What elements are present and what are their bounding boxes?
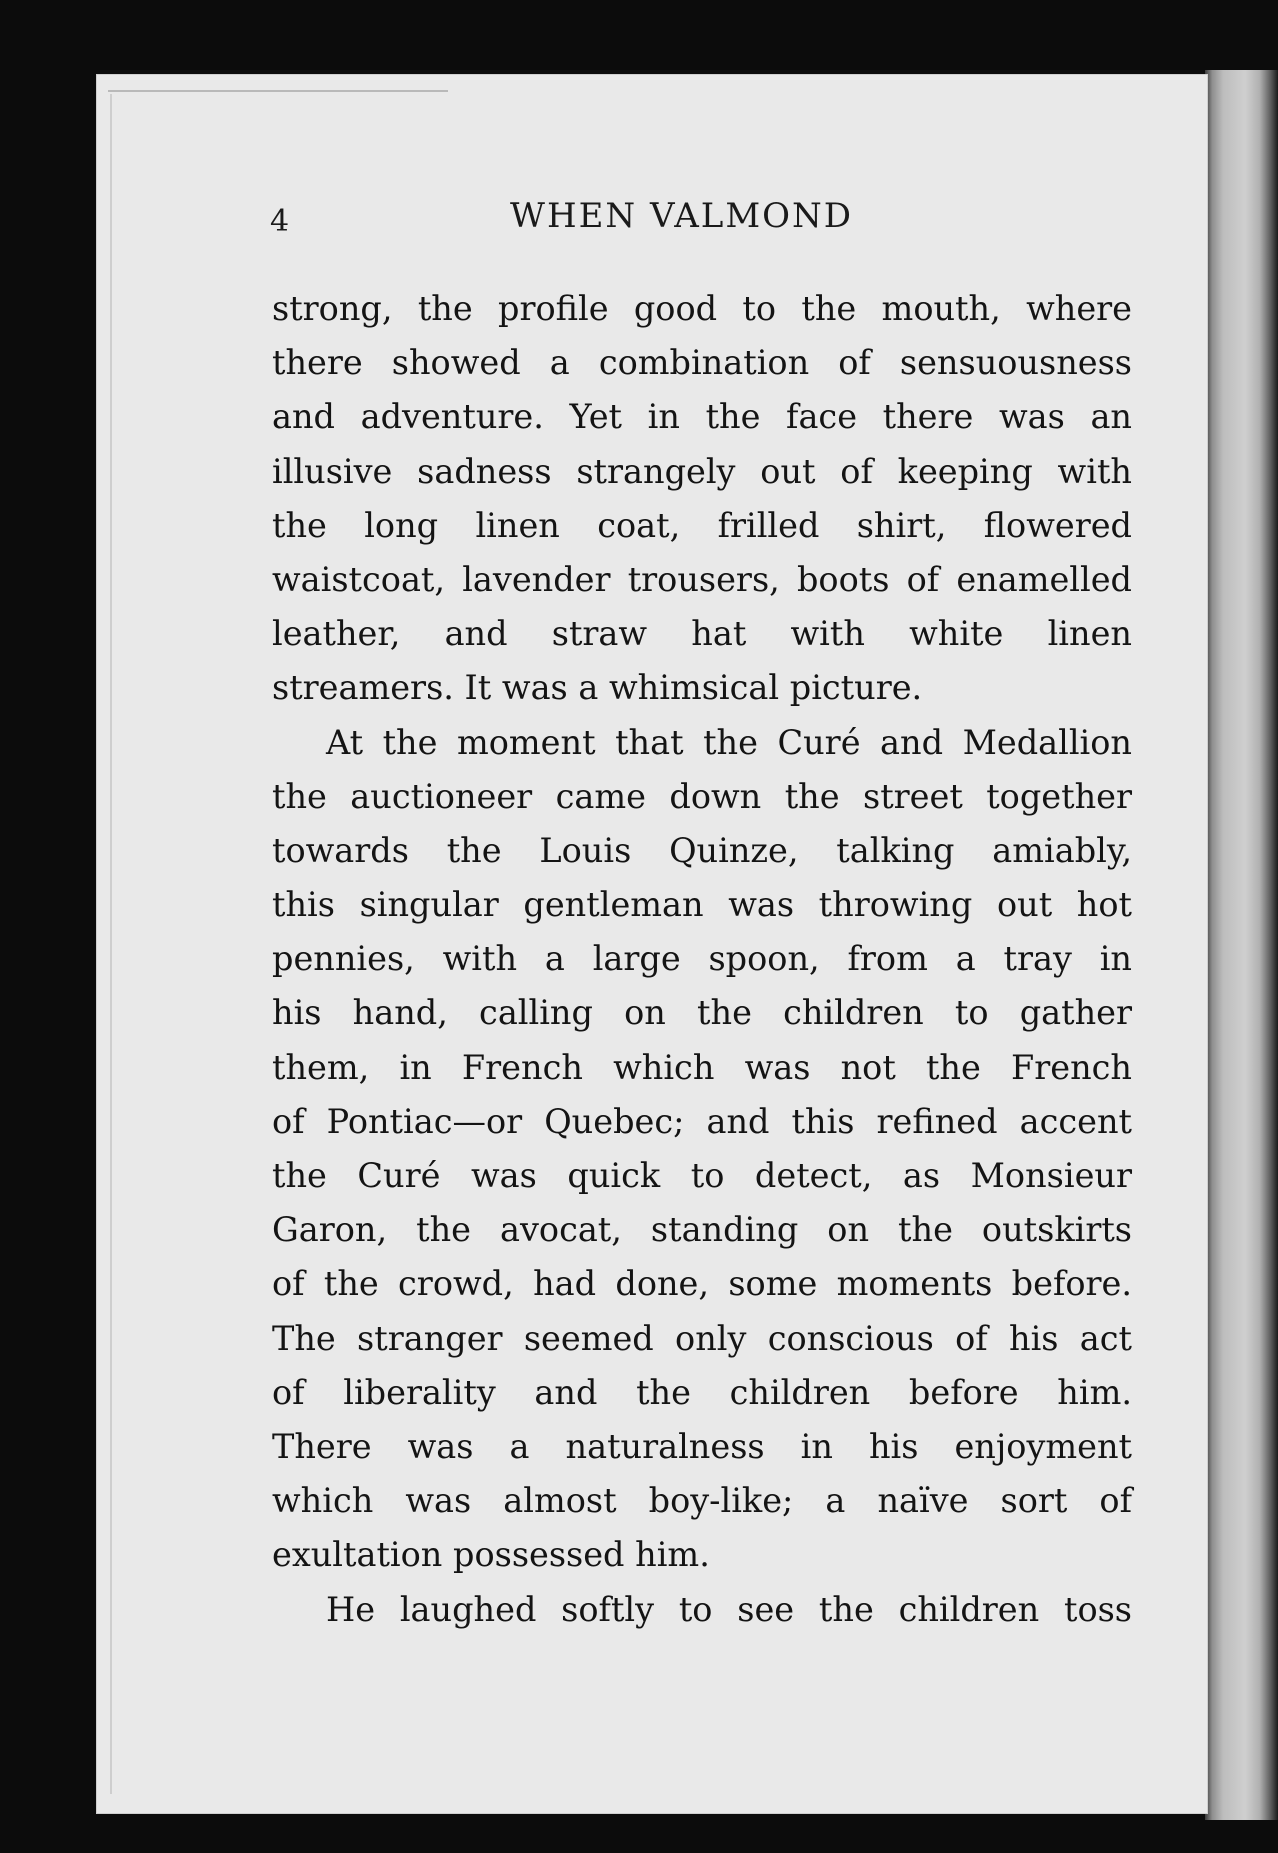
text-line: his hand, calling on the children to gather <box>272 993 1132 1033</box>
paragraph-start-line: He laughed softly to see the children toss <box>326 1589 1132 1629</box>
text-line: waistcoat, lavender trousers, boots of enamelled <box>272 559 1132 599</box>
text-line: of liberality and the children before him. <box>272 1372 1132 1412</box>
text-line: them, in French which was not the French <box>272 1047 1132 1087</box>
page-header <box>0 190 1278 240</box>
text-line: strong, the profile good to the mouth, where <box>272 289 1132 328</box>
text-line: the long linen coat, frilled shirt, flowered <box>272 505 1132 545</box>
running-title: WHEN VALMOND <box>510 196 854 236</box>
text-line: exultation possessed him. <box>272 1535 710 1575</box>
text-line: of Pontiac—or Quebec; and this refined accent <box>272 1101 1132 1141</box>
paragraph-start-line: At the moment that the Curé and Medallion <box>326 722 1132 762</box>
text-line: There was a naturalness in his enjoyment <box>272 1426 1132 1466</box>
text-line: streamers. It was a whimsical picture. <box>272 668 923 708</box>
text-line: of the crowd, had done, some moments before. <box>272 1264 1132 1304</box>
text-line: there showed a combination of sensuousness <box>272 343 1132 383</box>
text-line: illusive sadness strangely out of keeping with <box>272 451 1132 491</box>
text-line: The stranger seemed only conscious of his act <box>272 1318 1132 1358</box>
text-line: leather, and straw hat with white linen <box>272 614 1132 654</box>
text-line: the Curé was quick to detect, as Monsieur <box>272 1156 1132 1195</box>
text-line: this singular gentleman was throwing out hot <box>272 885 1132 925</box>
text-line: the auctioneer came down the street together <box>272 776 1132 816</box>
text-line: Garon, the avocat, standing on the outskirts <box>272 1210 1132 1250</box>
text-line: pennies, with a large spoon, from a tray in <box>272 939 1132 979</box>
text-line: which was almost boy-like; a naïve sort of <box>272 1481 1132 1521</box>
book-spine-edge <box>1205 70 1278 1820</box>
text-line: and adventure. Yet in the face there was an <box>272 397 1132 437</box>
body-text <box>272 282 1132 1637</box>
page-number: 4 <box>270 204 290 239</box>
text-line: towards the Louis Quinze, talking amiably, <box>272 830 1132 870</box>
